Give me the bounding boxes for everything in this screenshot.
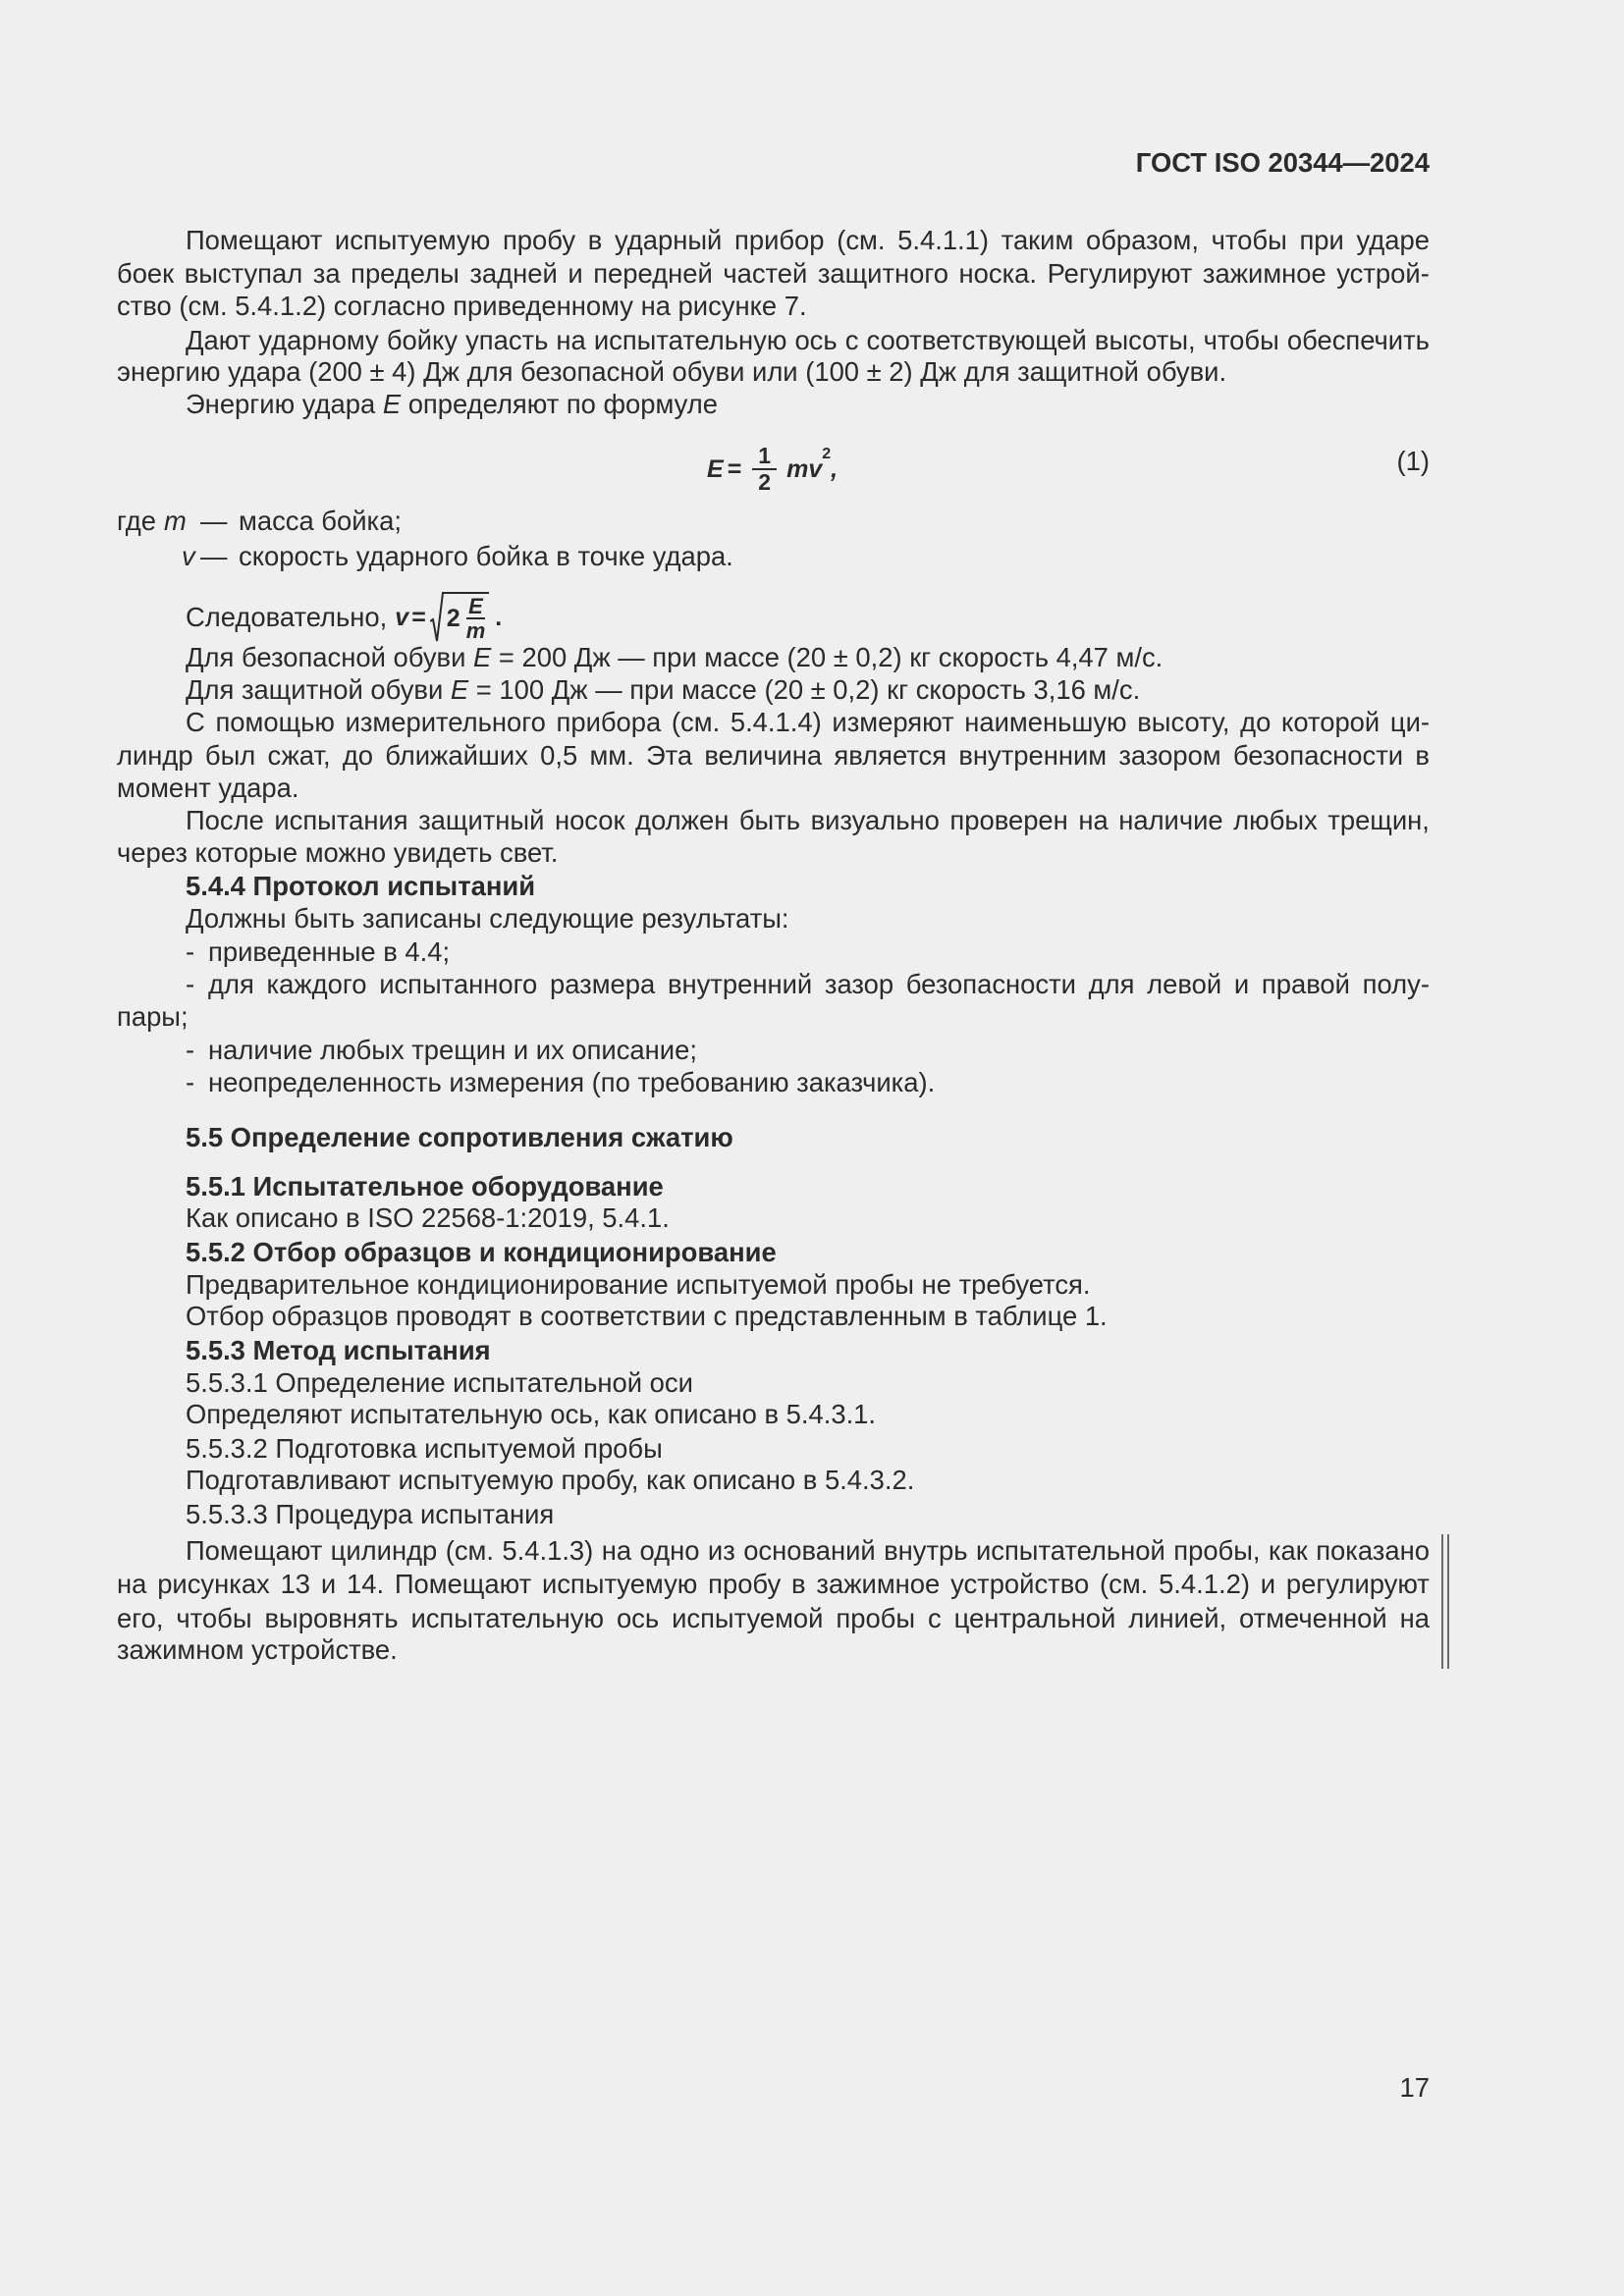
paragraph-line — [117, 739, 1430, 773]
word: 14. — [346, 1569, 385, 1599]
radical-stroke — [430, 593, 444, 641]
word: (см. — [671, 707, 721, 737]
word: визуально — [810, 805, 940, 835]
paragraph-line: Предварительное кондиционирование испытуемой пробы не требуется. — [186, 1269, 1091, 1300]
formula-1-rhs: mv — [786, 455, 823, 483]
word: зажимное — [816, 1569, 941, 1599]
paragraph-line — [117, 1568, 1430, 1601]
protective-footwear-line — [186, 673, 1430, 707]
list-bullet: - — [186, 969, 195, 999]
word: выступал — [184, 258, 303, 289]
energy-symbol: E — [382, 389, 402, 419]
word: на — [556, 325, 586, 355]
word: безопасности — [1232, 740, 1404, 771]
word: до — [1240, 707, 1272, 737]
energy-intro-line — [186, 388, 1430, 421]
where-item — [117, 540, 1430, 573]
text-fragment: Для защитной обуви — [186, 674, 451, 705]
paragraph-line — [117, 1602, 1430, 1635]
report-list-item — [186, 935, 1430, 969]
velocity-formula — [186, 587, 502, 648]
page-number: 17 — [1399, 2072, 1430, 2103]
word: (см. — [445, 1535, 494, 1566]
word: зажимное — [1202, 258, 1326, 289]
word: высоты, — [1094, 325, 1196, 355]
word: задней — [469, 258, 558, 289]
word: быть — [738, 805, 801, 835]
word: образом, — [1085, 225, 1199, 255]
word: при — [1299, 225, 1344, 255]
word: рисунках — [157, 1569, 270, 1599]
word: и — [1233, 969, 1250, 999]
energy-symbol: E — [472, 642, 492, 672]
word: пробы, — [1173, 1535, 1261, 1566]
word: выровнять — [264, 1603, 399, 1633]
paragraph-line — [186, 224, 1430, 257]
word: центральной — [953, 1603, 1116, 1633]
velocity-equals: = — [411, 604, 426, 631]
report-list-item — [186, 1066, 1430, 1099]
word: внутренним — [958, 740, 1108, 771]
word: ударному — [258, 325, 379, 355]
fraction-denominator: 2 — [758, 469, 772, 495]
word: испытательной — [975, 1535, 1165, 1566]
word: испытанного — [379, 969, 538, 999]
square-root — [430, 592, 489, 643]
word: боек — [117, 258, 175, 289]
word: ось — [794, 325, 838, 355]
where-definition: скорость ударного бойка в точке удара. — [239, 541, 733, 571]
word: прибора — [556, 707, 662, 737]
safety-footwear-line — [186, 641, 1430, 674]
where-symbol: m — [164, 506, 187, 536]
text-fragment: Энергию удара — [186, 389, 383, 419]
list-item-text: наличие любых трещин и их описание; — [208, 1035, 697, 1065]
word: обеспечить — [1286, 325, 1430, 355]
word: зазором — [1118, 740, 1221, 771]
word: 5.4.1.4) — [730, 707, 822, 737]
word: Помещают — [186, 225, 323, 255]
fraction-numerator: 1 — [752, 444, 777, 470]
where-dash: — — [200, 506, 228, 536]
word: пробу — [708, 1569, 782, 1599]
word: ударе — [1356, 225, 1430, 255]
word: мм. — [589, 740, 634, 771]
word: оснований — [743, 1535, 876, 1566]
word: После — [186, 805, 264, 835]
subsection-heading-5-5-3-3: 5.5.3.3 Процедура испытания — [186, 1499, 555, 1529]
list-item-text — [208, 968, 1430, 1001]
word: и — [568, 258, 583, 289]
word: испытательную — [410, 1603, 604, 1633]
word: испытания — [274, 805, 408, 835]
word: за — [312, 258, 341, 289]
word: и — [320, 1569, 337, 1599]
word: помощью — [215, 707, 335, 737]
word: Регулируют — [1047, 258, 1193, 289]
paragraph-line: Определяют испытательную ось, как описано в 5.4.3.1. — [186, 1399, 877, 1429]
paragraph-line — [186, 804, 1430, 837]
word: и — [1260, 1569, 1276, 1599]
word: из — [707, 1535, 735, 1566]
section-heading-5-5-3: 5.5.3 Метод испытания — [186, 1335, 491, 1365]
word: частей — [723, 258, 808, 289]
word: трещин, — [1327, 805, 1430, 835]
paragraph-line: Отбор образцов проводят в соответствии с представленным в таблице 1. — [186, 1301, 1108, 1331]
word: высоту, — [1137, 707, 1230, 737]
word: (см. — [1100, 1569, 1149, 1599]
section-heading-5-5-2: 5.5.2 Отбор образцов и кондиционирование — [186, 1237, 777, 1267]
word: зазор — [824, 969, 894, 999]
word: устрой- — [1336, 258, 1430, 289]
word: Помещают — [186, 1535, 323, 1566]
word: отмеченной — [1239, 1603, 1387, 1633]
report-list-item — [186, 968, 1430, 1001]
list-bullet: - — [186, 1035, 195, 1065]
word: бойку — [386, 325, 459, 355]
word: с — [928, 1603, 942, 1633]
word: проверен — [949, 805, 1068, 835]
word: наименьшую — [964, 707, 1127, 737]
list-item-text: неопределенность измерения (по требованию заказчика). — [208, 1067, 936, 1097]
word: регулируют — [1285, 1569, 1430, 1599]
word: прибор — [734, 225, 825, 255]
word: С — [186, 707, 205, 737]
velocity-lead: Следовательно, — [186, 602, 388, 632]
word: линией, — [1128, 1603, 1227, 1633]
word: одно — [639, 1535, 700, 1566]
paragraph-line: момент удара. — [117, 773, 299, 803]
word: линдр — [117, 740, 193, 771]
formula-1-equals: = — [727, 455, 742, 483]
section-heading-5-4-4: 5.4.4 Протокол испытаний — [186, 871, 536, 901]
word: устройство — [950, 1569, 1090, 1599]
word: 0,5 — [540, 740, 578, 771]
word: сжат, — [267, 740, 331, 771]
word: защитного — [817, 258, 948, 289]
word: на — [1078, 805, 1109, 835]
word: правой — [1261, 969, 1350, 999]
word: таким — [1001, 225, 1074, 255]
word: 5.4.1.2) — [1159, 1569, 1250, 1599]
text-fragment: = 100 Дж — при массе (20 ± 0,2) кг скорость 3,16 м/с. — [468, 674, 1141, 705]
word: пределы — [351, 258, 460, 289]
formula-1-fraction — [752, 444, 777, 495]
word: левой — [1147, 969, 1222, 999]
paragraph-line: ство (см. 5.4.1.2) согласно приведенному на рисунке 7. — [117, 291, 807, 321]
revision-change-bar — [1441, 1534, 1449, 1669]
where-definition: масса бойка; — [239, 506, 402, 536]
paragraph-line: Как описано в ISO 22568-1:2019, 5.4.1. — [186, 1202, 670, 1233]
word: является — [834, 740, 947, 771]
word: Эта — [645, 740, 693, 771]
word: полу- — [1362, 969, 1430, 999]
word: был — [204, 740, 256, 771]
subsection-heading-5-5-3-1: 5.5.3.1 Определение испытательной оси — [186, 1367, 693, 1398]
word: носка. — [958, 258, 1038, 289]
radical-sign-icon — [430, 592, 444, 643]
formula-1-exponent: 2 — [822, 446, 832, 462]
where-item — [117, 505, 1430, 538]
paragraph-line — [117, 257, 1430, 291]
word: на — [601, 1535, 632, 1566]
word: на — [117, 1569, 147, 1599]
section-heading-5-5-1: 5.5.1 Испытательное оборудование — [186, 1171, 664, 1201]
velocity-coefficient: 2 — [446, 605, 460, 632]
section-heading-5-5: 5.5 Определение сопротивления сжатию — [186, 1122, 733, 1152]
word: ось — [616, 1603, 660, 1633]
formula-1-lhs: E — [707, 455, 724, 483]
word: как — [1268, 1535, 1308, 1566]
word: 5.4.1.3) — [502, 1535, 594, 1566]
word: чтобы — [1211, 225, 1287, 255]
paragraph-line — [186, 1534, 1430, 1568]
square-root-body — [444, 592, 489, 643]
word: любых — [1233, 805, 1318, 835]
where-word: где — [117, 506, 156, 536]
standard-code-header: ГОСТ ISO 20344—2024 — [1135, 147, 1430, 178]
word: испытуемую — [334, 225, 491, 255]
word: (см. — [837, 225, 886, 255]
paragraph-line — [186, 324, 1430, 357]
word: Помещают — [394, 1569, 532, 1599]
word: в — [587, 225, 603, 255]
word: для — [1088, 969, 1135, 999]
word: 13 — [280, 1569, 311, 1599]
word: ци- — [1389, 707, 1430, 737]
word: испытуемой — [672, 1603, 824, 1633]
word: в — [791, 1569, 806, 1599]
energy-symbol: E — [450, 674, 469, 705]
velocity-punct: . — [495, 604, 503, 631]
word: до — [342, 740, 374, 771]
text-fragment: = 200 Дж — при массе (20 ± 0,2) кг скорость 4,47 м/с. — [491, 642, 1164, 672]
paragraph-line — [186, 706, 1430, 739]
word: чтобы — [176, 1603, 252, 1633]
word: носок — [554, 805, 625, 835]
word: которой — [1281, 707, 1380, 737]
word: пробы — [836, 1603, 916, 1633]
word: испытательную — [593, 325, 787, 355]
where-dash: — — [200, 541, 228, 571]
word: пробу — [502, 225, 576, 255]
word: защитный — [418, 805, 545, 835]
list-bullet: - — [186, 1067, 195, 1097]
word: безопасности — [905, 969, 1076, 999]
list-item-text: приведенные в 4.4; — [208, 936, 451, 967]
word: чтобы — [1203, 325, 1279, 355]
paragraph-line: зажимном устройстве. — [117, 1634, 398, 1665]
subsection-heading-5-5-3-2: 5.5.3.2 Подготовка испытуемой пробы — [186, 1433, 663, 1464]
text-fragment: Для безопасной обуви — [186, 642, 473, 672]
report-intro: Должны быть записаны следующие результаты: — [186, 903, 789, 934]
paragraph-line: через которые можно увидеть свет. — [117, 837, 559, 868]
paragraph-line: энергию удара (200 ± 4) Дж для безопасной обуви или (100 ± 2) Дж для защитной обуви. — [117, 356, 1227, 387]
text-fragment: определяют по формуле — [401, 389, 718, 419]
word: измеряют — [832, 707, 954, 737]
word: Дают — [186, 325, 251, 355]
word: с — [844, 325, 859, 355]
word: соответствующей — [866, 325, 1087, 355]
word: измерительного — [345, 707, 546, 737]
velocity-fraction — [466, 595, 486, 642]
word: наличие — [1118, 805, 1223, 835]
word: внутрь — [884, 1535, 968, 1566]
word: ударный — [614, 225, 723, 255]
formula-1-punct: , — [831, 455, 839, 483]
fraction-numerator: E — [468, 594, 483, 618]
equation-number: (1) — [1396, 446, 1430, 476]
velocity-symbol: v — [395, 604, 409, 631]
word: для — [208, 969, 254, 999]
word: внутренний — [667, 969, 813, 999]
word: величина — [704, 740, 823, 771]
word: его, — [117, 1603, 164, 1633]
word: каждого — [266, 969, 367, 999]
word: передней — [593, 258, 713, 289]
where-symbol: v — [182, 541, 195, 571]
word: испытуемую — [541, 1569, 698, 1599]
fraction-denominator: m — [465, 618, 486, 643]
word: размера — [549, 969, 656, 999]
word: ближайших — [385, 740, 528, 771]
word: должен — [635, 805, 730, 835]
paragraph-line: Подготавливают испытуемую пробу, как описано в 5.4.3.2. — [186, 1465, 915, 1495]
list-bullet: - — [186, 936, 195, 967]
word: 5.4.1.1) — [897, 225, 990, 255]
formula-1 — [707, 437, 838, 502]
report-list-item — [186, 1034, 1430, 1067]
list-item-continuation: пары; — [117, 1001, 189, 1032]
word: цилиндр — [330, 1535, 438, 1566]
word: в — [1415, 740, 1430, 771]
word: показано — [1316, 1535, 1430, 1566]
word: упасть — [465, 325, 549, 355]
word: на — [1399, 1603, 1430, 1633]
